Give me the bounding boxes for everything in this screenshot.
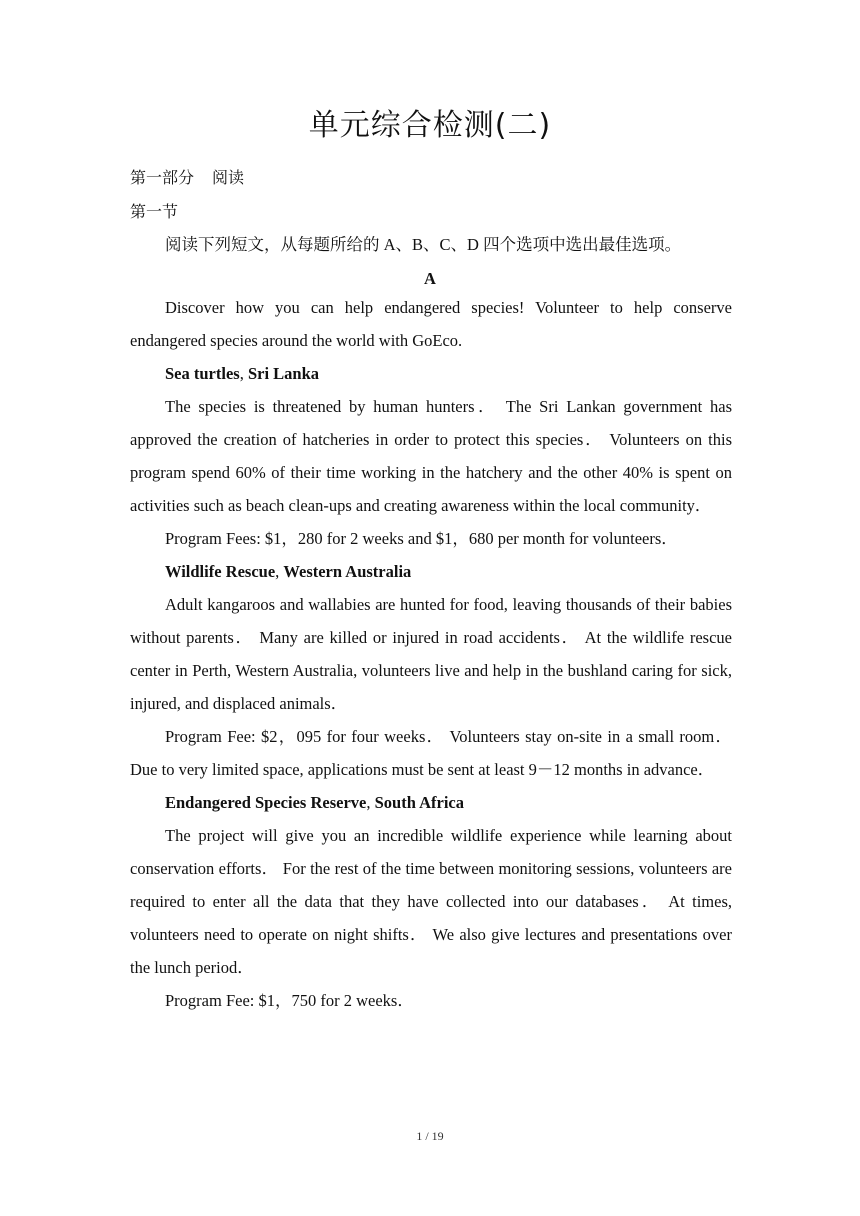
program-heading-species-reserve: Endangered Species Reserve, South Africa — [165, 793, 464, 812]
program-description: The species is threatened by human hunters． The Sri Lankan government has approved the creation of hatcheries in order to protect this species． Volunteers on this program spend 60% of their time working in the hatchery and the other 40% is spent on activities such as beach clean-ups and creating awareness within the local community． — [130, 397, 732, 515]
part-heading — [130, 167, 244, 189]
instruction-text: 阅读下列短文，从每题所给的 A、B、C、D 四个选项中选出最佳选项。 — [165, 235, 682, 254]
program-location: Sri Lanka — [247, 364, 320, 383]
program-heading-sea-turtles: Sea turtles, Sri Lanka — [165, 364, 320, 383]
program-name: Endangered Species Reserve — [165, 793, 367, 812]
section-heading: 第一节 — [130, 202, 179, 221]
passage-letter: A — [424, 269, 436, 288]
page-number: 1 / 19 — [416, 1129, 444, 1143]
part-name: 阅读 — [212, 168, 245, 187]
page-title: 单元综合检测(二) — [308, 108, 552, 143]
program-name: Wildlife Rescue — [165, 562, 276, 581]
program-location: South Africa — [374, 793, 464, 812]
program-heading-wildlife-rescue: Wildlife Rescue, Western Australia — [165, 562, 412, 581]
program-fee: Program Fee: $1，750 for 2 weeks． — [165, 991, 414, 1010]
program-description: The project will give you an incredible wildlife experience while learning about conservation efforts． For the rest of the time between monitoring sessions, volunteers are required to enter all the data that they have collected into our databases． At times, volunteers need to operate on night shifts． We also give lectures and presentations over the lunch period． — [130, 826, 732, 977]
program-location: Western Australia — [283, 562, 412, 581]
passage-intro: Discover how you can help endangered species! Volunteer to help conserve endangered species around the world with GoEco. — [130, 298, 732, 350]
program-description: Adult kangaroos and wallabies are hunted for food, leaving thousands of their babies without parents． Many are killed or injured in road accidents． At the wildlife rescue center in Perth, Western Australia, volunteers live and help in the bushland caring for sick, injured, and displaced animals． — [130, 595, 732, 713]
program-fee: Program Fee: $2，095 for four weeks． Volunteers stay on-site in a small room． Due to very limited space, applications must be sent at least 9－12 months in advance． — [130, 727, 732, 779]
passage-body — [130, 291, 732, 1017]
program-name: Sea turtles — [165, 364, 240, 383]
program-fee: Program Fees: $1，280 for 2 weeks and $1，680 per month for volunteers． — [165, 529, 678, 548]
part-number: 第一部分 — [130, 168, 195, 187]
